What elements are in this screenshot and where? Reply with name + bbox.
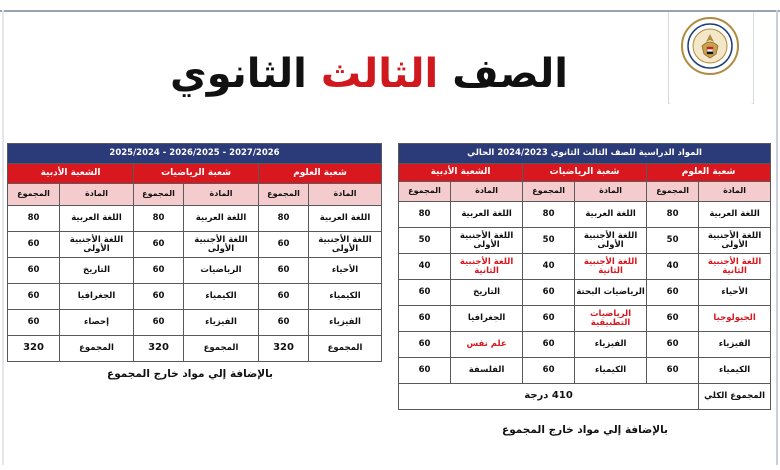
table-row <box>399 202 771 228</box>
score-cell: 60 <box>8 284 60 310</box>
subject-cell: الكيمياء <box>699 358 771 384</box>
subject-cell: اللغة الأجنبية الأولى <box>60 232 134 258</box>
table-row <box>399 280 771 306</box>
table-row <box>399 332 771 358</box>
subject-cell: الرياضيات التطبيقية <box>575 306 647 332</box>
table-row <box>8 310 382 336</box>
subject-cell: الفيزياء <box>699 332 771 358</box>
branch-literary-label: الشعبة الأدبية <box>399 164 523 182</box>
score-cell: 50 <box>647 228 699 254</box>
top-border-line <box>0 10 780 12</box>
score-cell: 60 <box>134 284 184 310</box>
subject-cell: اللغة الأجنبية الأولى <box>699 228 771 254</box>
title-word-secondary: الثانوي <box>170 51 307 97</box>
score-cell: 60 <box>399 280 451 306</box>
subject-cell: اللغة العربية <box>699 202 771 228</box>
column-total-header: المجموع <box>523 182 575 202</box>
subject-cell: اللغة العربية <box>184 206 259 232</box>
subject-cell: إحصاء <box>60 310 134 336</box>
score-cell: 80 <box>647 202 699 228</box>
score-cell: 60 <box>647 280 699 306</box>
total-label-cell: المجموع <box>60 336 134 362</box>
score-cell: 60 <box>134 232 184 258</box>
grand-total-row <box>399 384 771 410</box>
total-label-cell: المجموع <box>184 336 259 362</box>
subject-cell: الأحياء <box>309 258 382 284</box>
subject-cell: التاريخ <box>451 280 523 306</box>
subject-cell: الأحياء <box>699 280 771 306</box>
grand-total-label: المجموع الكلي <box>699 384 771 410</box>
table-row <box>8 232 382 258</box>
subject-cell: الكيمياء <box>309 284 382 310</box>
table-row <box>8 284 382 310</box>
column-total-header: المجموع <box>399 182 451 202</box>
subject-cell: اللغة الأجنبية الأولى <box>451 228 523 254</box>
page-title <box>170 46 568 102</box>
subject-cell: اللغة العربية <box>451 202 523 228</box>
subject-cell: اللغة الأجنبية الأولى <box>184 232 259 258</box>
table-row <box>399 358 771 384</box>
subject-cell: الفلسفة <box>451 358 523 384</box>
title-word-grade: الصف <box>452 51 568 97</box>
branch-literary-label: الشعبة الأدبية <box>8 164 134 184</box>
score-cell: 80 <box>399 202 451 228</box>
score-cell: 60 <box>8 258 60 284</box>
subject-cell: اللغة الأجنبية الأولى <box>309 232 382 258</box>
score-cell: 50 <box>399 228 451 254</box>
subject-cell: اللغة الأجنبية الثانية <box>699 254 771 280</box>
subject-cell: الرياضيات البحتة <box>575 280 647 306</box>
total-value-cell: 320 <box>8 336 60 362</box>
subject-cell: اللغة الأجنبية الثانية <box>575 254 647 280</box>
branch-math-label: شعبة الرياضيات <box>134 164 259 184</box>
new-system-subjects-table <box>7 143 382 362</box>
subject-cell: الجغرافيا <box>60 284 134 310</box>
table-row <box>399 306 771 332</box>
column-total-header: المجموع <box>8 184 60 206</box>
score-cell: 60 <box>134 258 184 284</box>
subject-cell: الفيزياء <box>184 310 259 336</box>
score-cell: 60 <box>259 258 309 284</box>
branch-science-label: شعبة العلوم <box>259 164 382 184</box>
score-cell: 40 <box>647 254 699 280</box>
subject-cell: الفيزياء <box>575 332 647 358</box>
left-table-footnote: بالإضافة إلي مواد خارج المجموع <box>107 368 273 380</box>
score-cell: 80 <box>523 202 575 228</box>
score-cell: 60 <box>8 310 60 336</box>
current-system-subjects-table <box>398 143 771 410</box>
ministry-seal-icon <box>680 16 740 76</box>
right-border-line <box>776 10 778 465</box>
column-total-header: المجموع <box>134 184 184 206</box>
subject-cell: الكيمياء <box>575 358 647 384</box>
score-cell: 60 <box>399 306 451 332</box>
score-cell: 60 <box>259 310 309 336</box>
left-border-line <box>2 10 4 465</box>
new-system-years-header: 2027/2026 - 2026/2025 - 2025/2024 <box>8 144 382 164</box>
subject-cell: الجغرافيا <box>451 306 523 332</box>
subject-cell: علم نفس <box>451 332 523 358</box>
score-cell: 60 <box>259 232 309 258</box>
table-row <box>399 228 771 254</box>
score-cell: 60 <box>647 332 699 358</box>
score-cell: 60 <box>8 232 60 258</box>
score-cell: 60 <box>647 358 699 384</box>
subject-cell: الكيمياء <box>184 284 259 310</box>
title-word-third: الثالث <box>320 51 439 97</box>
score-cell: 80 <box>134 206 184 232</box>
score-cell: 60 <box>523 306 575 332</box>
column-subject-header: المادة <box>309 184 382 206</box>
table-row <box>8 258 382 284</box>
subject-cell: اللغة الأجنبية الثانية <box>451 254 523 280</box>
total-label-cell: المجموع <box>309 336 382 362</box>
table-total-row <box>8 336 382 362</box>
subject-cell: اللغة العربية <box>309 206 382 232</box>
score-cell: 60 <box>523 280 575 306</box>
subject-cell: اللغة العربية <box>575 202 647 228</box>
score-cell: 60 <box>259 284 309 310</box>
score-cell: 60 <box>523 358 575 384</box>
total-value-cell: 320 <box>259 336 309 362</box>
current-system-header: المواد الدراسية للصف الثالث الثانوي 2024/2023 الحالي <box>399 144 771 164</box>
subject-cell: الرياضيات <box>184 258 259 284</box>
column-subject-header: المادة <box>699 182 771 202</box>
score-cell: 60 <box>647 306 699 332</box>
table-row <box>8 206 382 232</box>
column-total-header: المجموع <box>259 184 309 206</box>
subject-cell: التاريخ <box>60 258 134 284</box>
column-total-header: المجموع <box>647 182 699 202</box>
branch-science-label: شعبة العلوم <box>647 164 771 182</box>
column-subject-header: المادة <box>184 184 259 206</box>
column-subject-header: المادة <box>575 182 647 202</box>
column-subject-header: المادة <box>451 182 523 202</box>
subject-cell: اللغة الأجنبية الأولى <box>575 228 647 254</box>
score-cell: 80 <box>259 206 309 232</box>
score-cell: 60 <box>134 310 184 336</box>
total-value-cell: 320 <box>134 336 184 362</box>
grand-total-value: 410 درجة <box>399 384 699 410</box>
score-cell: 80 <box>8 206 60 232</box>
score-cell: 40 <box>523 254 575 280</box>
right-table-footnote: بالإضافة إلي مواد خارج المجموع <box>502 424 668 436</box>
score-cell: 60 <box>523 332 575 358</box>
table-row <box>399 254 771 280</box>
score-cell: 50 <box>523 228 575 254</box>
score-cell: 40 <box>399 254 451 280</box>
score-cell: 60 <box>399 332 451 358</box>
subject-cell: الجيولوجيا <box>699 306 771 332</box>
subject-cell: الفيزياء <box>309 310 382 336</box>
subject-cell: اللغة العربية <box>60 206 134 232</box>
branch-math-label: شعبة الرياضيات <box>523 164 647 182</box>
score-cell: 60 <box>399 358 451 384</box>
column-subject-header: المادة <box>60 184 134 206</box>
